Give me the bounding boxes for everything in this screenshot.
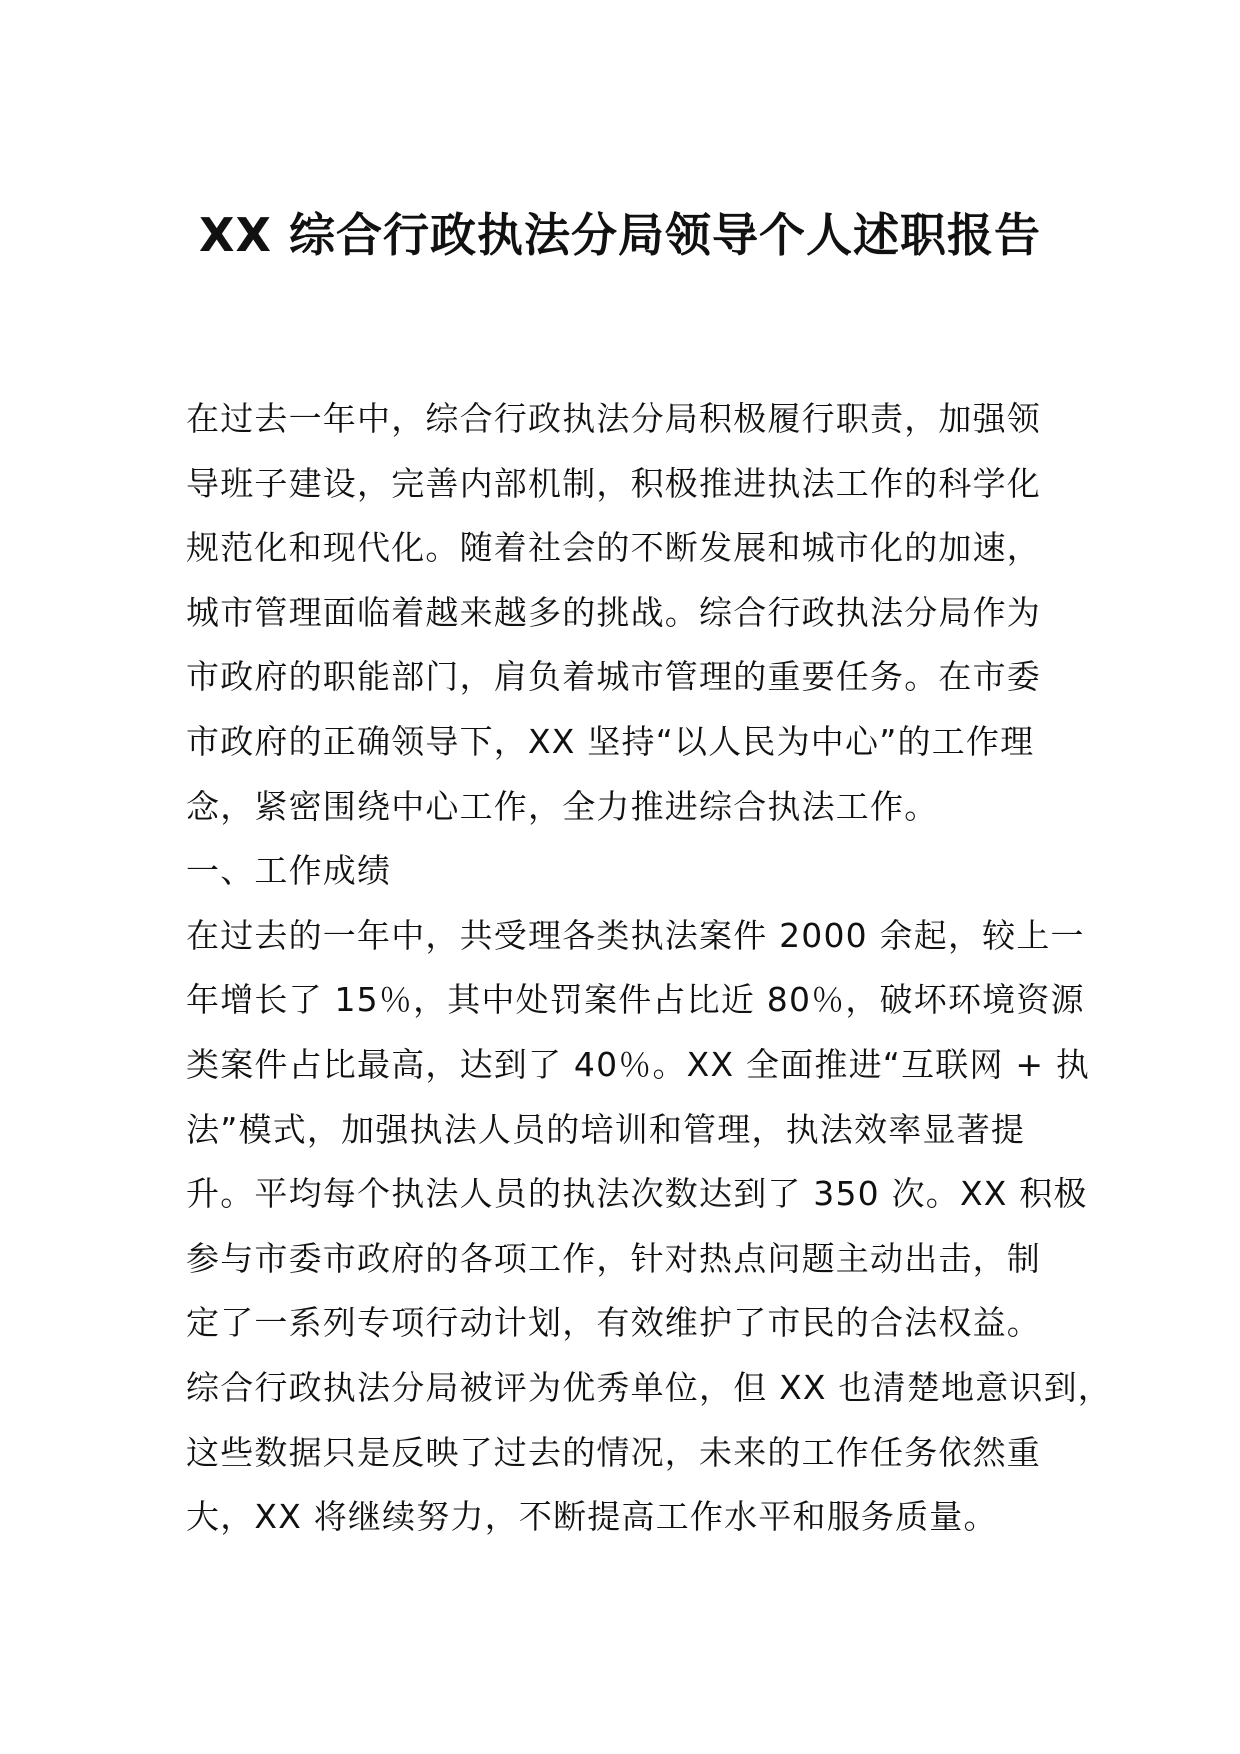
document-title: XX 综合行政执法分局领导个人述职报告 [199,208,1041,262]
body-line: 念，紧密围绕中心工作，全力推进综合执法工作。 [186,786,939,826]
body-line: 类案件占比最高，达到了 40％。XX 全面推进“互联网 + 执 [186,1044,1091,1084]
body-line: 市政府的职能部门，肩负着城市管理的重要任务。在市委 [186,657,1041,697]
body-line: 综合行政执法分局被评为优秀单位，但 XX 也清楚地意识到， [186,1367,1112,1407]
body-line: 大，XX 将继续努力，不断提高工作水平和服务质量。 [186,1497,998,1537]
body-line: 城市管理面临着越来越多的挑战。综合行政执法分局作为 [186,592,1041,632]
body-line: 升。平均每个执法人员的执法次数达到了 350 次。XX 积极 [186,1174,1088,1214]
body-line: 参与市委市政府的各项工作，针对热点问题主动出击，制 [186,1238,1041,1278]
body-line: 在过去的一年中，共受理各类执法案件 2000 余起，较上一 [186,915,1085,955]
body-line: 法”模式，加强执法人员的培训和管理，执法效率显著提 [186,1109,1026,1149]
body-line: 年增长了 15％，其中处罚案件占比近 80％，破坏环境资源 [186,980,1085,1020]
body-line: 规范化和现代化。随着社会的不断发展和城市化的加速， [186,528,1041,568]
body-line: 这些数据只是反映了过去的情况，未来的工作任务依然重 [186,1432,1041,1472]
body-line: 定了一系列专项行动计划，有效维护了市民的合法权益。 [186,1303,1041,1343]
body-line: 在过去一年中，综合行政执法分局积极履行职责，加强领 [186,399,1041,438]
body-line: 市政府的正确领导下，XX 坚持“以人民为中心”的工作理 [186,721,1035,761]
document-body [186,387,1112,1550]
section-heading: 一、工作成绩 [186,851,392,891]
body-line: 导班子建设，完善内部机制，积极推进执法工作的科学化 [186,463,1041,503]
